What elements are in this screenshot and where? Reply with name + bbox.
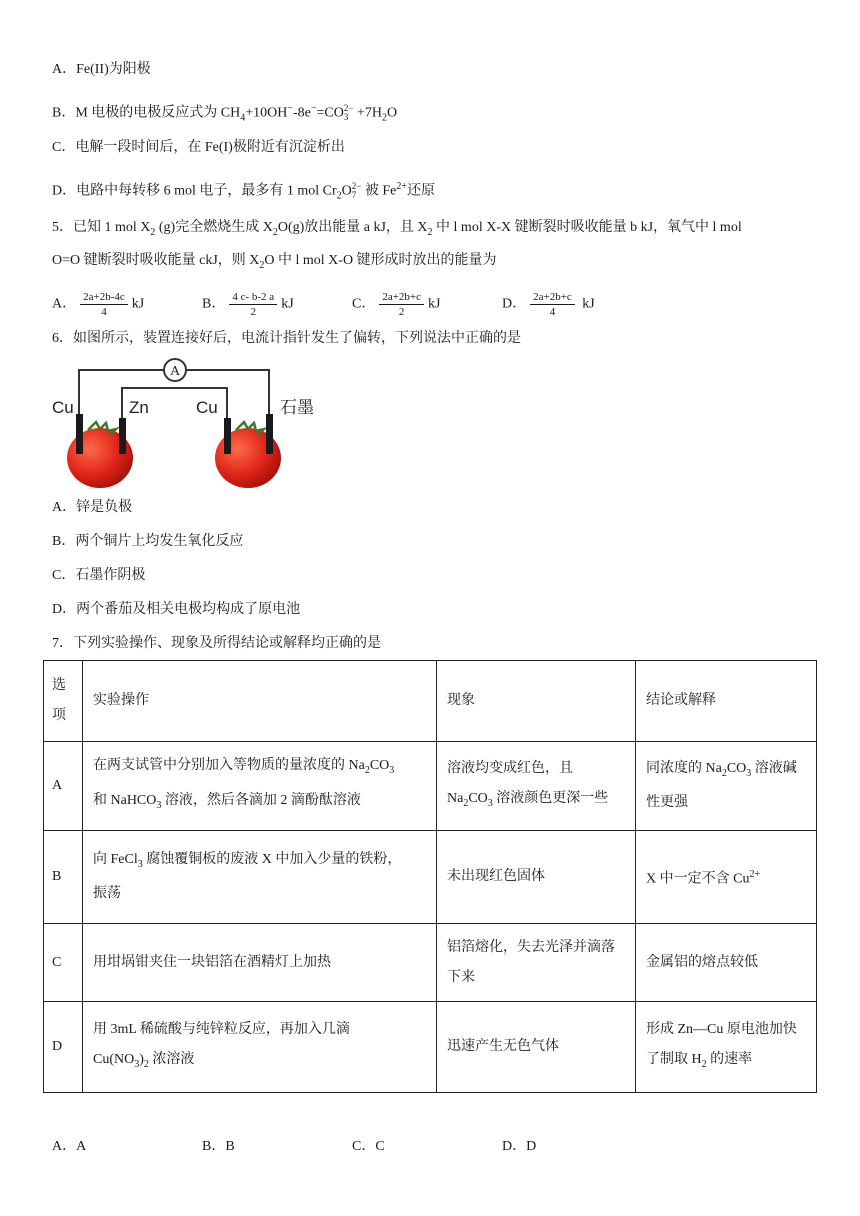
q4-option-c: C．电解一段时间后，在 Fe(I)极附近有沉淀析出 <box>52 140 345 155</box>
row-conclusion: 同浓度的 $Na_2CO_3$ 溶液碱 性更强 <box>636 742 817 831</box>
row-conclusion: X 中一定不含 $Cu^{2+}$ <box>636 831 817 924</box>
row-key: D <box>44 1002 83 1093</box>
q4-option-a: A．Fe(II)为阳极 <box>52 62 151 77</box>
q5-stem-line2: O=O 键断裂时吸收能量 ckJ，则 $X_2O$ 中 l mol X-O 键形成时放出的能量为 <box>52 253 497 271</box>
label-cu-right: Cu <box>196 398 218 417</box>
q5-option-d: D． $\frac{2a+2b+c}{4}$ kJ <box>502 291 595 318</box>
label-graphite: 石墨 <box>280 398 314 418</box>
table-row <box>44 742 817 831</box>
table-row <box>44 1002 817 1093</box>
row-key: C <box>44 924 83 1002</box>
row-key: A <box>44 742 83 831</box>
q5-option-b: B． $\frac{4 c- b-2 a}{2}$ kJ <box>202 291 294 318</box>
electrode-cu-left <box>76 414 83 454</box>
q5-option-c: C． $\frac{2a+2b+c}{2}$ kJ <box>352 291 441 318</box>
q7-answer-c: C．C <box>352 1139 385 1154</box>
q6-stem: 6．如图所示，装置连接好后，电流计指针发生了偏转，下列说法中正确的是 <box>52 331 521 346</box>
row-phenomenon: 迅速产生无色气体 <box>437 1002 636 1093</box>
circuit-diagram <box>52 358 342 493</box>
label-zn: Zn <box>129 398 149 417</box>
q5-option-a: A． $\frac{2a+2b-4c}{4}$ kJ <box>52 291 145 318</box>
row-operation: 在两支试管中分别加入等物质的量浓度的 $Na_2CO_3$ 和 NaHCO$_3$ 溶液，然后各滴加 2 滴酚酞溶液 <box>83 742 437 831</box>
row-key: B <box>44 831 83 924</box>
q7-answer-b: B．B <box>202 1139 235 1154</box>
table-header-row <box>44 661 817 742</box>
header-conclusion: 结论或解释 <box>636 661 817 742</box>
table-row <box>44 831 817 924</box>
row-operation: 向 FeCl$_3$ 腐蚀覆铜板的废液 X 中加入少量的铁粉， 振荡 <box>83 831 437 924</box>
electrode-cu-right <box>224 418 231 454</box>
ammeter-label: A <box>169 364 181 379</box>
row-operation: 用 3mL 稀硫酸与纯锌粒反应，再加入几滴 $Cu(NO_3)_2$ 浓溶液 <box>83 1002 437 1093</box>
q4-option-b: B．M 电极的电极反应式为 $CH_4+10OH^--8e^-=CO$ 2− 3 $+7H_2O$ <box>52 103 398 124</box>
row-conclusion: 金属铝的熔点较低 <box>636 924 817 1002</box>
table-row <box>44 924 817 1002</box>
q7-answer-d: D．D <box>502 1139 537 1154</box>
row-phenomenon: 未出现红色固体 <box>437 831 636 924</box>
q4-option-d: D．电路中每转移 6 mol 电子，最多有 1 mol $Cr_2O$ 2− 7 被 $Fe^{2+}$还原 <box>52 181 436 202</box>
header-option: 选 项 <box>44 661 83 742</box>
header-operation: 实验操作 <box>83 661 437 742</box>
label-cu-left: Cu <box>52 398 74 417</box>
experiment-table <box>43 660 817 1093</box>
q7-stem: 7．下列实验操作、现象及所得结论或解释均正确的是 <box>52 636 381 651</box>
row-conclusion: 形成 Zn—Cu 原电池加快 了制取 $H_2$ 的速率 <box>636 1002 817 1093</box>
electrode-zn <box>119 418 126 454</box>
q7-answer-a: A．A <box>52 1139 87 1154</box>
q6-option-c: C．石墨作阴极 <box>52 568 146 583</box>
row-operation: 用坩埚钳夹住一块铝箔在酒精灯上加热 <box>83 924 437 1002</box>
tomato-battery-figure <box>52 358 342 493</box>
header-phenomenon: 现象 <box>437 661 636 742</box>
q5-stem-line1: 5．已知 1 mol $X_2$ (g)完全燃烧生成 $X_2O(g)$放出能量 a kJ，且 $X_2$ 中 l mol X-X 键断裂时吸收能量 b kJ，氧气中 l mol <box>52 220 742 238</box>
electrode-graphite <box>266 414 273 454</box>
q6-option-d: D．两个番茄及相关电极均构成了原电池 <box>52 602 301 617</box>
row-phenomenon: 铝箔熔化，失去光泽并滴落 下来 <box>437 924 636 1002</box>
row-phenomenon: 溶液均变成红色，且 $Na_2CO_3$ 溶液颜色更深一些 <box>437 742 636 831</box>
q6-option-b: B．两个铜片上均发生氧化反应 <box>52 534 244 549</box>
q6-option-a: A．锌是负极 <box>52 500 133 515</box>
